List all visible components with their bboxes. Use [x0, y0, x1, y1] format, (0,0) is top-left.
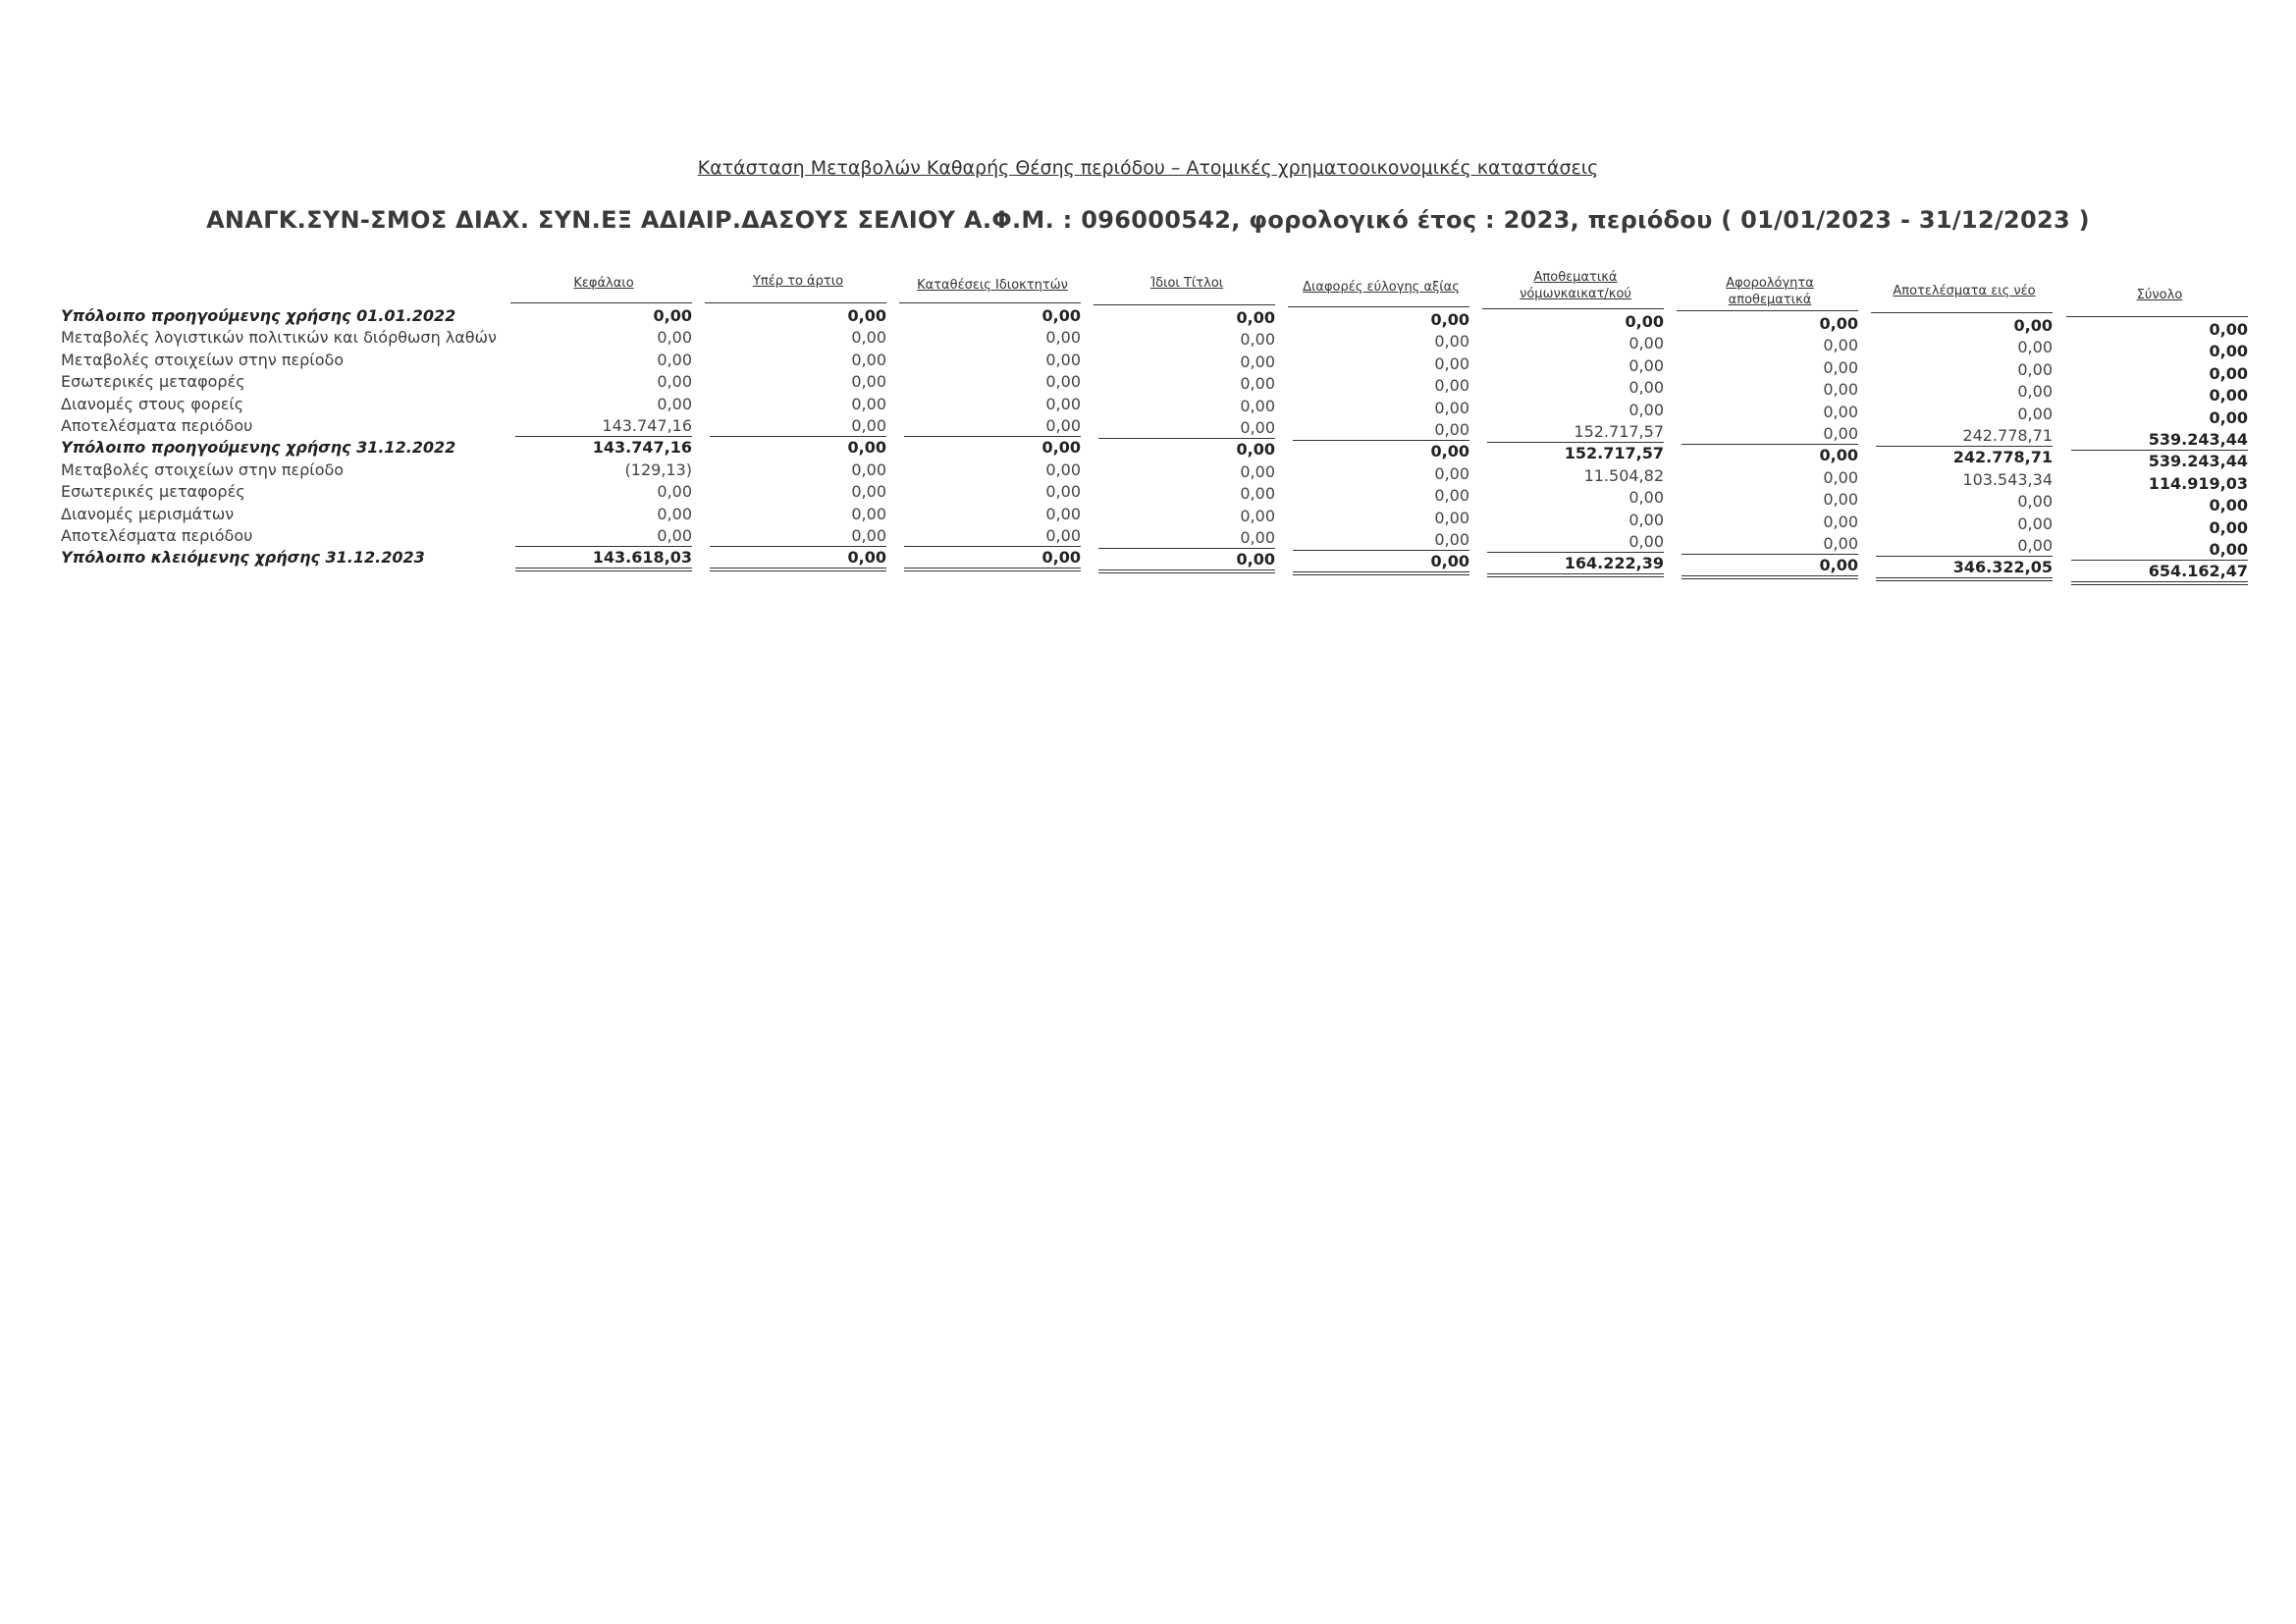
cell-value: 0,00 [1045, 504, 1081, 523]
row-label: Μεταβολές λογιστικών πολιτικών και διόρθωση λαθών [61, 328, 497, 348]
cell-value: 0,00 [653, 306, 692, 325]
cell-value: 654.162,47 [2071, 562, 2248, 585]
cell-value: 346.322,05 [1876, 558, 2053, 581]
column-header-rule [1288, 306, 1469, 307]
column-header-rule [1094, 304, 1275, 305]
cell-value: 539.243,44 [2148, 452, 2248, 471]
cell-value: 0,00 [851, 328, 886, 348]
cell-value: 0,00 [1045, 394, 1081, 413]
column-header-rule [2066, 316, 2248, 317]
column-header-label: Καταθέσεις Ιδιοκτητών [917, 278, 1068, 293]
cell-value: 0,00 [1098, 418, 1275, 439]
row-label: Διανομές μερισμάτων [61, 504, 235, 523]
column-header-label: Αφορολόγητα [1726, 276, 1814, 291]
column-header-label: Ίδιοι Τίτλοι [1149, 276, 1224, 291]
cell-value: 0,00 [1823, 490, 1858, 510]
cell-value: 0,00 [2017, 338, 2053, 357]
cell-value: 0,00 [1240, 484, 1275, 504]
cell-value: 0,00 [851, 504, 886, 523]
column-header-rule [899, 302, 1081, 303]
cell-value: 0,00 [1629, 378, 1664, 398]
cell-value: 0,00 [847, 438, 886, 458]
column-header-label-line2: νόμωνκαικατ/κού [1520, 287, 1631, 301]
column-header-label: Διαφορές εύλογης αξίας [1303, 280, 1460, 295]
cell-value: 164.222,39 [1487, 554, 1664, 577]
column-header-label: Αποτελέσματα εις νέο [1893, 284, 2036, 298]
cell-value: 0,00 [1819, 446, 1858, 465]
column-header-label: Αποθεματικά [1533, 270, 1618, 285]
cell-value: 0,00 [1293, 420, 1469, 441]
cell-value: 0,00 [1240, 396, 1275, 415]
cell-value: 0,00 [1430, 442, 1469, 461]
cell-value: 0,00 [1823, 512, 1858, 531]
cell-value: 0,00 [847, 306, 886, 325]
cell-value: 0,00 [1240, 506, 1275, 525]
cell-value: 0,00 [1240, 330, 1275, 350]
cell-value: 0,00 [1434, 376, 1469, 396]
cell-value: 0,00 [1819, 314, 1858, 333]
cell-value: 0,00 [2071, 540, 2248, 561]
cell-value: 114.919,03 [2148, 473, 2248, 493]
cell-value: 0,00 [657, 350, 692, 369]
cell-value: 0,00 [2209, 496, 2248, 515]
cell-value: 0,00 [1629, 334, 1664, 353]
cell-value: 0,00 [2017, 492, 2053, 512]
cell-value: 0,00 [2209, 342, 2248, 361]
cell-value: 152.717,57 [1487, 422, 1664, 443]
cell-value: 0,00 [1823, 357, 1858, 377]
cell-value: 0,00 [1629, 488, 1664, 508]
row-label: Εσωτερικές μεταφορές [61, 372, 245, 392]
cell-value: 0,00 [1045, 482, 1081, 502]
row-label: Εσωτερικές μεταφορές [61, 482, 245, 502]
cell-value: 152.717,57 [1564, 444, 1664, 463]
cell-value: 0,00 [1045, 372, 1081, 392]
cell-value: 0,00 [710, 548, 886, 571]
cell-value: 0,00 [1487, 532, 1664, 553]
cell-value: 0,00 [1045, 328, 1081, 348]
cell-value: 0,00 [1823, 380, 1858, 400]
cell-value: 0,00 [710, 416, 886, 437]
cell-value: 103.543,34 [1962, 469, 2053, 489]
cell-value: 0,00 [1045, 460, 1081, 479]
cell-value: 0,00 [904, 526, 1081, 547]
cell-value: 0,00 [1629, 400, 1664, 419]
column-header-rule [1871, 312, 2053, 313]
cell-value: 0,00 [1098, 528, 1275, 549]
column-header-label-line2: αποθεματικά [1728, 293, 1812, 307]
cell-value: 0,00 [851, 372, 886, 392]
cell-value: 0,00 [851, 482, 886, 502]
row-label: Μεταβολές στοιχείων στην περίοδο [61, 350, 345, 369]
cell-value: 0,00 [1240, 374, 1275, 394]
cell-value: 0,00 [1823, 402, 1858, 421]
cell-value: 0,00 [1434, 332, 1469, 352]
column-header-rule [1482, 308, 1664, 309]
cell-value: 0,00 [657, 372, 692, 392]
cell-value: 0,00 [1293, 530, 1469, 551]
cell-value: 0,00 [1876, 536, 2053, 557]
cell-value: 0,00 [515, 526, 692, 547]
cell-value: 0,00 [1629, 510, 1664, 529]
cell-value: 0,00 [904, 416, 1081, 437]
cell-value: 0,00 [2013, 316, 2053, 335]
cell-value: 0,00 [1293, 552, 1469, 575]
row-label: Αποτελέσματα περιόδου [61, 526, 253, 545]
cell-value: 0,00 [2209, 517, 2248, 537]
cell-value: 0,00 [1041, 306, 1081, 325]
column-header-label: Υπέρ το άρτιο [752, 274, 844, 289]
cell-value: 0,00 [904, 548, 1081, 571]
cell-value: 0,00 [1430, 310, 1469, 329]
cell-value: 143.747,16 [515, 416, 692, 437]
cell-value: 0,00 [2209, 386, 2248, 406]
cell-value: 0,00 [1625, 312, 1664, 331]
row-label: Υπόλοιπο προηγούμενης χρήσης 01.01.2022 [61, 306, 456, 325]
cell-value: 0,00 [1045, 350, 1081, 369]
cell-value: (129,13) [624, 460, 692, 479]
cell-value: 0,00 [1098, 550, 1275, 573]
cell-value: 0,00 [1041, 438, 1081, 458]
column-header-rule [1677, 310, 1858, 311]
row-label: Υπόλοιπο κλειόμενης χρήσης 31.12.2023 [61, 548, 425, 568]
column-header-rule [705, 302, 886, 303]
row-label: Μεταβολές στοιχείων στην περίοδο [61, 460, 345, 479]
cell-value: 0,00 [851, 394, 886, 413]
cell-value: 0,00 [1823, 336, 1858, 355]
cell-value: 0,00 [2209, 407, 2248, 427]
cell-value: 0,00 [2017, 359, 2053, 379]
cell-value: 0,00 [851, 350, 886, 369]
cell-value: 0,00 [1434, 508, 1469, 527]
row-label: Διανομές στους φορείς [61, 394, 244, 413]
cell-value: 0,00 [2017, 514, 2053, 533]
cell-value: 0,00 [1434, 463, 1469, 483]
cell-value: 0,00 [710, 526, 886, 547]
cell-value: 539.243,44 [2071, 430, 2248, 451]
cell-value: 0,00 [657, 328, 692, 348]
row-label: Υπόλοιπο προηγούμενης χρήσης 31.12.2022 [61, 438, 456, 458]
cell-value: 0,00 [657, 482, 692, 502]
cell-value: 0,00 [1240, 461, 1275, 481]
cell-value: 0,00 [1823, 467, 1858, 487]
balance-row [0, 548, 2296, 581]
row-label: Αποτελέσματα περιόδου [61, 416, 253, 435]
cell-value: 0,00 [1236, 308, 1275, 327]
cell-value: 0,00 [657, 394, 692, 413]
cell-value: 0,00 [1236, 440, 1275, 460]
cell-value: 0,00 [1682, 534, 1858, 555]
cell-value: 0,00 [851, 460, 886, 479]
cell-value: 11.504,82 [1583, 465, 1664, 485]
company-subtitle: ΑΝΑΓΚ.ΣΥΝ-ΣΜΟΣ ΔΙΑΧ. ΣΥΝ.ΕΞ ΑΔΙΑΙΡ.ΔΑΣΟΥΣ ΣΕΛΙΟΥ Α.Φ.Μ. : 096000542, φορολογικό έτος : 2023, περιόδου ( 01/01/2023 - 31/12/2023 ) [206, 206, 2090, 234]
column-header-label: Κεφάλαιο [573, 276, 634, 291]
cell-value: 143.747,16 [592, 438, 692, 458]
cell-value: 0,00 [2017, 404, 2053, 423]
cell-value: 0,00 [1434, 486, 1469, 506]
cell-value: 143.618,03 [515, 548, 692, 571]
cell-value: 0,00 [2209, 363, 2248, 383]
cell-value: 242.778,71 [1876, 426, 2053, 447]
cell-value: 0,00 [1434, 398, 1469, 417]
cell-value: 0,00 [1682, 424, 1858, 445]
column-header-rule [510, 302, 692, 303]
cell-value: 0,00 [2209, 320, 2248, 339]
cell-value: 0,00 [657, 504, 692, 523]
cell-value: 242.778,71 [1952, 448, 2053, 467]
cell-value: 0,00 [1240, 352, 1275, 371]
column-header-label: Σύνολο [2136, 288, 2183, 302]
cell-value: 0,00 [1629, 355, 1664, 375]
cell-value: 0,00 [1434, 353, 1469, 373]
cell-value: 0,00 [2017, 382, 2053, 402]
cell-value: 0,00 [1682, 556, 1858, 579]
statement-title: Κατάσταση Μεταβολών Καθαρής Θέσης περιόδου – Ατομικές χρηματοοικονομικές καταστάσεις [697, 157, 1599, 179]
